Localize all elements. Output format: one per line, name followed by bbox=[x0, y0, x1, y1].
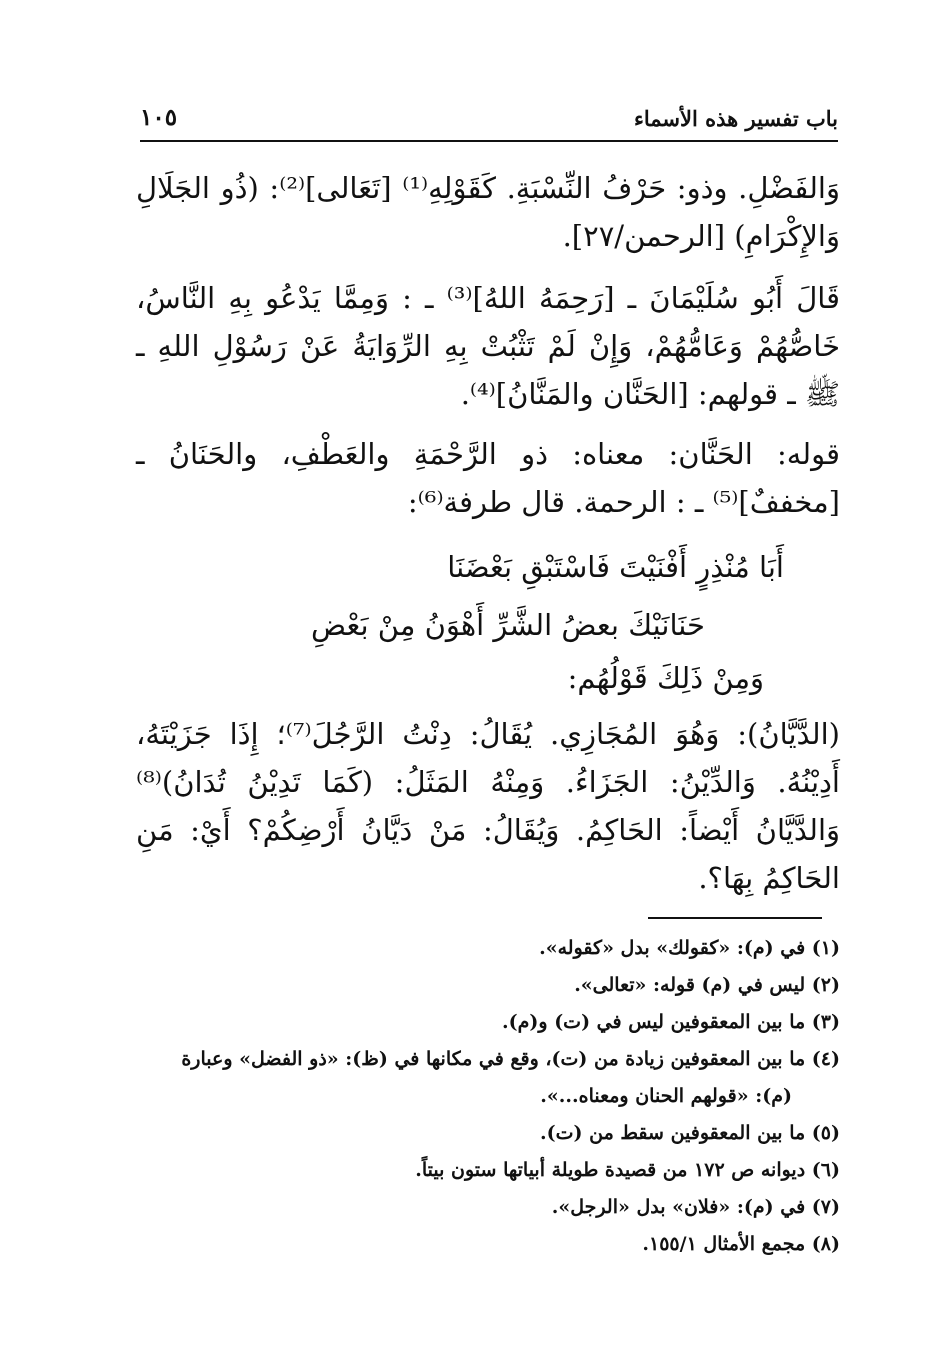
footnote-3: (٣) ما بين المعقوفين ليس في (ت) و(م). bbox=[502, 1011, 840, 1033]
footnote-1: (١) في (م): «كقولك» بدل «كقوله». bbox=[539, 937, 840, 959]
footnote-6: (٦) ديوانه ص ١٧٢ من قصيدة طويلة أبياتها ستون بيتاً. bbox=[415, 1159, 840, 1181]
footnote-7: (٧) في (م): «فلان» بدل «الرجل». bbox=[551, 1196, 840, 1218]
footnote-2: (٢) ليس في (م) قوله: «تعالى». bbox=[574, 974, 840, 996]
verse-line-1: أَبَا مُنْذِرٍ أَفْنَيْتَ فَاسْتَبْقِ بَعْضَنَا bbox=[447, 550, 784, 584]
paragraph-1: وَالفَضْلِ. وذو: حَرْفُ النِّسْبَةِ. كَقَوْلِهِ⁽¹⁾ [تَعَالى]⁽²⁾: (ذُو الجَلَالِ وَالإِكْرَامِ) [الرحمن/٢٧]. bbox=[136, 171, 840, 253]
footnote-5: (٥) ما بين المعقوفين سقط من (ت). bbox=[540, 1122, 840, 1144]
footnote-4: (٤) ما بين المعقوفين زيادة من (ت)، وقع في مكانها في (ظ): «ذو الفضل» وعبارة bbox=[181, 1048, 840, 1070]
paragraph-3: قوله: الحَنَّان: معناه: ذو الرَّحْمَةِ والعَطْفِ، والحَنَانُ ـ [مخففٌ]⁽⁵⁾ ـ : الرحمة. قال طرفة⁽⁶⁾: bbox=[136, 437, 840, 519]
footnote-8: (٨) مجمع الأمثال ١٥٥/١. bbox=[642, 1233, 840, 1255]
page-number: ١٠٥ bbox=[140, 104, 178, 131]
running-title: باب تفسير هذه الأسماء bbox=[634, 106, 838, 131]
footnote-4-continuation: (م): «قولهم الحنان ومعناه...». bbox=[540, 1085, 792, 1107]
intro-line: وَمِنْ ذَلِكَ قَوْلُهُم: bbox=[567, 661, 764, 695]
footnotes bbox=[136, 930, 840, 1263]
footnote-separator bbox=[648, 917, 822, 919]
paragraph-4: (الدَّيَّانُ): وَهُوَ المُجَازِي. يُقَالُ: دِنْتُ الرَّجُلَ⁽⁷⁾؛ إِذَا جَزَيْتَهُ، أَدِيْنُهُ. وَالدِّيْنُ: الجَزَاءُ. وَمِنْهُ المَثَلُ: (كَمَا تَدِيْنُ تُدَانُ)⁽⁸⁾ وَالدَّيَّانُ أَيْضاً: الحَاكِمُ. وَيُقَالُ: مَنْ دَيَّانُ أَرْضِكُمْ؟ أَيْ: مَنِ الحَاكِمُ بِهَا؟. bbox=[136, 717, 840, 895]
page-header bbox=[140, 102, 838, 142]
verse-line-2: حَنَانَيْكَ بعضُ الشَّرِّ أَهْوَنُ مِنْ بَعْضِ bbox=[310, 608, 705, 642]
poetry-verse bbox=[136, 538, 840, 654]
paragraph-2: قَالَ أَبُو سُلَيْمَانَ ـ [رَحِمَهُ اللهُ]⁽³⁾ ـ : وَمِمَّا يَدْعُو بِهِ النَّاسُ، خَاصُّهُمْ وَعَامُّهُمْ، وَإِنْ لَمْ تَثْبُتْ بِهِ الرِّوَايَةُ عَنْ رَسُوْلِ اللهِ ـ ﷺ ـ قولهم: [الحَنَّان والمَنَّانُ]⁽⁴⁾. bbox=[136, 281, 840, 411]
main-text bbox=[136, 164, 840, 914]
